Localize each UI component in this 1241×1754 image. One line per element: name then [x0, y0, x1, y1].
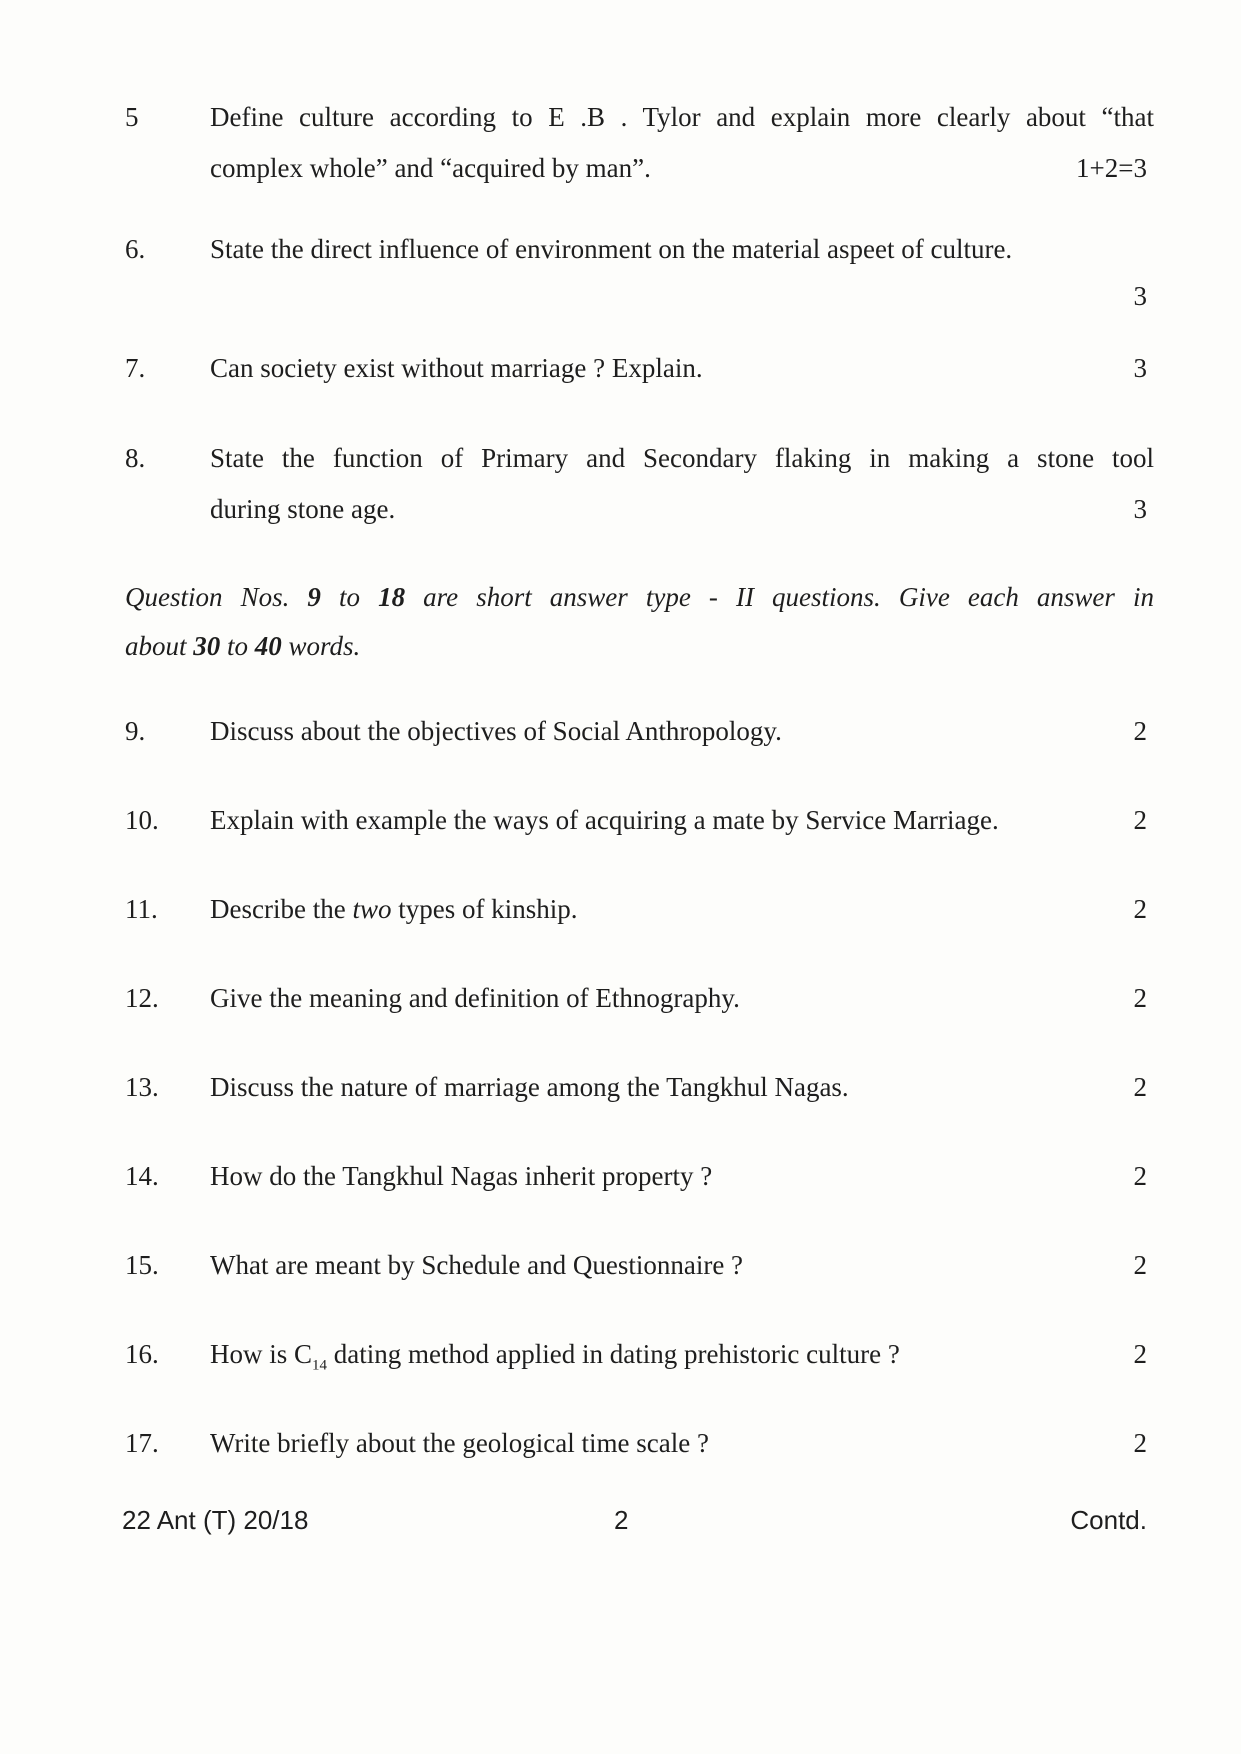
question-text: How do the Tangkhul Nagas inherit property ?	[210, 1161, 713, 1191]
question-number: 6.	[125, 234, 146, 264]
question-number: 14.	[125, 1161, 159, 1191]
question-number: 9.	[125, 716, 146, 746]
question-marks: 1+2=3	[1076, 153, 1147, 183]
isotope-subscript: 14	[312, 1357, 328, 1374]
question-marks: 3	[1133, 353, 1147, 383]
question-text: What are meant by Schedule and Questionnaire ?	[210, 1250, 744, 1280]
question-text: State the direct influence of environment on the material aspeet of culture.	[210, 234, 1013, 264]
question-marks: 2	[1133, 894, 1147, 924]
question-number: 17.	[125, 1428, 159, 1458]
question-text: Can society exist without marriage ? Explain.	[210, 353, 703, 383]
question-marks: 3	[1133, 494, 1147, 524]
min-words: 30	[193, 631, 221, 661]
question-number: 8.	[125, 443, 146, 473]
page-number: 2	[614, 1505, 629, 1535]
instruction-line-2: about 30 to 40 words.	[125, 631, 361, 661]
question-text: Give the meaning and definition of Ethnography.	[210, 983, 740, 1013]
question-text: How is $C_{14}$ dating method applied in dating prehistoric culture ?	[210, 1339, 900, 1374]
question-text: Explain with example the ways of acquiring a mate by Service Marriage.	[210, 805, 999, 835]
continued-label: Contd.	[1070, 1505, 1147, 1535]
question-marks: 2	[1133, 716, 1147, 746]
instruction-line-1: Question Nos. 9 to 18 are short answer type - II questions. Give each answer in	[125, 582, 1154, 612]
question-number: 10.	[125, 805, 159, 835]
question-text: Discuss the nature of marriage among the Tangkhul Nagas.	[210, 1072, 849, 1102]
question-text: Discuss about the objectives of Social Anthropology.	[210, 716, 782, 746]
question-text: Describe the two types of kinship.	[210, 894, 578, 924]
question-marks: 2	[1133, 1250, 1147, 1280]
question-number: 16.	[125, 1339, 159, 1369]
question-number: 7.	[125, 353, 146, 383]
question-number: 12.	[125, 983, 159, 1013]
question-marks: 2	[1133, 805, 1147, 835]
question-marks: 2	[1133, 1339, 1147, 1369]
question-marks: 2	[1133, 1428, 1147, 1458]
max-words: 40	[254, 631, 282, 661]
question-marks: 2	[1133, 1072, 1147, 1102]
to-question-number: 18	[378, 582, 406, 612]
section-instruction	[125, 573, 1154, 671]
question-text-continued: complex whole” and “acquired by man”.	[210, 153, 651, 183]
emphasized-word: two	[352, 894, 392, 924]
paper-code: 22 Ant (T) 20/18	[122, 1505, 309, 1535]
question-number: 15.	[125, 1250, 159, 1280]
question-number: 5	[125, 102, 139, 132]
from-question-number: 9	[307, 582, 321, 612]
question-text-continued: during stone age.	[210, 494, 396, 524]
question-text: State the function of Primary and Secondary flaking in making a stone tool	[210, 443, 1154, 473]
question-text: Write briefly about the geological time scale ?	[210, 1428, 709, 1458]
question-text: Define culture according to E .B . Tylor and explain more clearly about “that	[210, 102, 1154, 132]
question-number: 11.	[125, 894, 158, 924]
question-marks: 2	[1133, 983, 1147, 1013]
question-marks: 3	[1133, 281, 1147, 311]
question-number: 13.	[125, 1072, 159, 1102]
question-marks: 2	[1133, 1161, 1147, 1191]
